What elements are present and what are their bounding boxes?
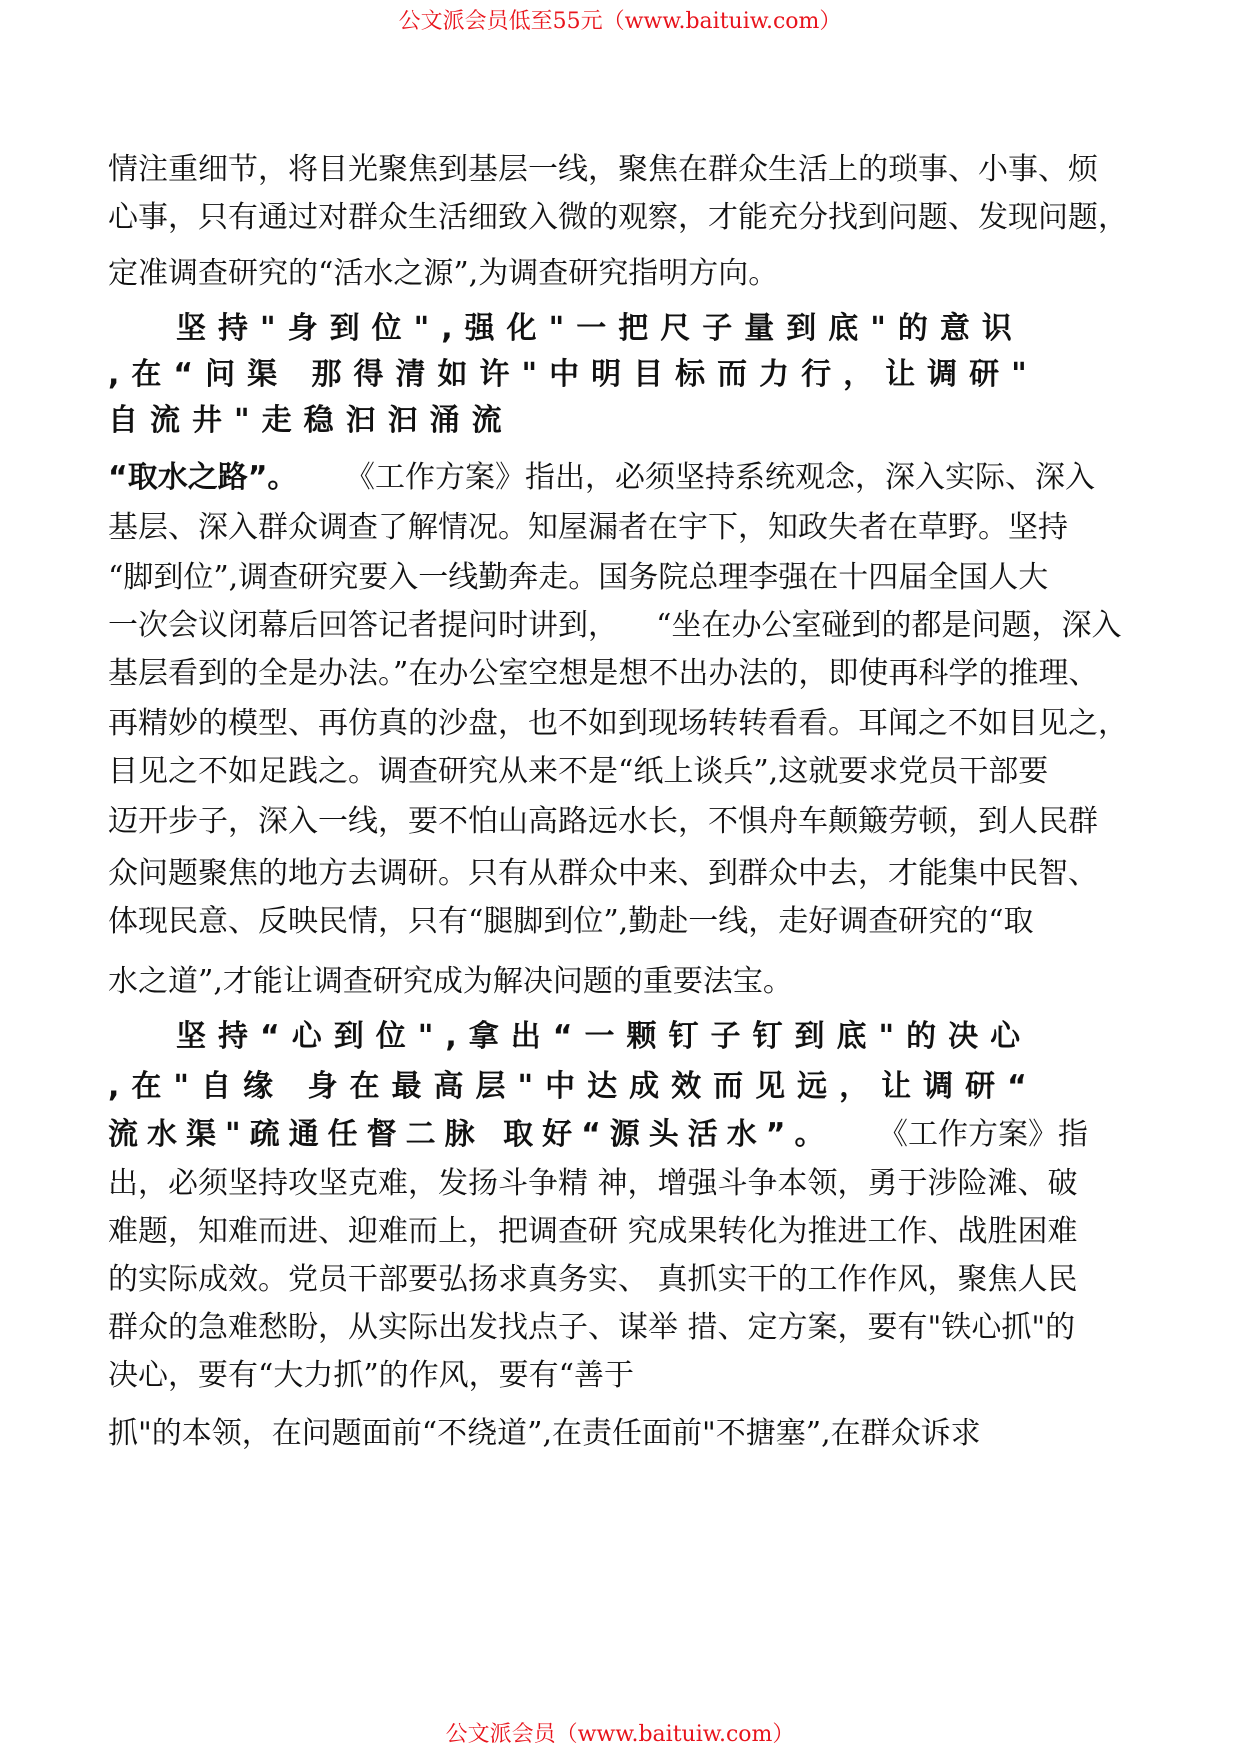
body-text-line: 的实际成效。党员干部要弘扬求真务实、 真抓实干的工作作风，聚焦人民 <box>108 1262 1078 1297</box>
body-text-line: “脚到位”,调查研究要入一线勤奔走。国务院总理李强在十四届全国人大 <box>108 560 1049 595</box>
header-ad-banner[interactable]: 公文派会员低至55元（www.baituiw.com） <box>398 9 842 34</box>
body-text-line: 群众的急难愁盼，从实际出发找点子、谋举 措、定方案，要有"铁心抓"的 <box>108 1310 1076 1345</box>
body-text-line: 再精妙的模型、再仿真的沙盘，也不如到现场转转看看。耳闻之不如目见之， <box>108 706 1128 741</box>
body-text-line: 基层看到的全是办法。”在办公室空想是想不出办法的，即使再科学的推理、 <box>108 656 1099 691</box>
body-text-line: 众问题聚焦的地方去调研。只有从群众中来、到群众中去，才能集中民智、 <box>108 856 1098 891</box>
section-heading-line: 坚持“心到位",拿出“一颗钉子钉到底"的决心 <box>176 1019 1033 1054</box>
body-text-line: 出，必须坚持攻坚克难，发扬斗争精 神，增强斗争本领，勇于涉险滩、破 <box>108 1166 1078 1201</box>
body-text-line: 一次会议闭幕后回答记者提问时讲到， “坐在办公室碰到的都是问题，深入 <box>108 608 1122 643</box>
body-text-line: 体现民意、反映民情，只有“腿脚到位”,勤赴一线，走好调查研究的“取 <box>108 904 1034 939</box>
body-text-line: 基层、深入群众调查了解情况。知屋漏者在宇下，知政失者在草野。坚持 <box>108 510 1068 545</box>
body-text-line: 目见之不如足践之。调查研究从来不是“纸上谈兵”,这就要求党员干部要 <box>108 754 1049 789</box>
section-heading-line: “取水之路”。 <box>108 460 298 495</box>
body-text-line: 《工作方案》指出，必须坚持系统观念，深入实际、深入 <box>345 460 1095 495</box>
body-text-line: 迈开步子，深入一线，要不怕山高路远水长，不惧舟车颠簸劳顿，到人民群 <box>108 804 1098 839</box>
section-heading-line: ,在"自缘 身在最高层"中达成效而见远，让调研“ <box>108 1069 1039 1104</box>
body-text-line: 心事，只有通过对群众生活细致入微的观察，才能充分找到问题、发现问题， <box>108 200 1128 235</box>
section-heading-line: 坚持"身到位",强化"一把尺子量到底"的意识 <box>176 311 1024 346</box>
body-text-line: 抓"的本领，在问题面前“不绕道”,在责任面前"不搪塞”,在群众诉求 <box>108 1416 981 1451</box>
body-text-line: 水之道”,才能让调查研究成为解决问题的重要法宝。 <box>108 964 793 999</box>
section-heading-line: 自流井"走稳汩汩涌流 <box>108 403 514 438</box>
section-heading-line: 流水渠"疏通任督二脉 取好“源头活水”。 <box>108 1117 834 1152</box>
body-text-line: 《工作方案》指 <box>878 1117 1088 1152</box>
body-text-line: 决心，要有“大力抓”的作风，要有“善于 <box>108 1358 635 1393</box>
footer-ad-banner[interactable]: 公文派会员（www.baituiw.com） <box>445 1722 795 1747</box>
body-text-line: 定准调查研究的“活水之源”,为调查研究指明方向。 <box>108 256 779 291</box>
body-text-line: 情注重细节，将目光聚焦到基层一线，聚焦在群众生活上的琐事、小事、烦 <box>108 152 1098 187</box>
section-heading-line: ,在“问渠 那得清如许"中明目标而力行，让调研" <box>108 357 1039 392</box>
body-text-line: 难题，知难而进、迎难而上，把调查研 究成果转化为推进工作、战胜困难 <box>108 1214 1078 1249</box>
